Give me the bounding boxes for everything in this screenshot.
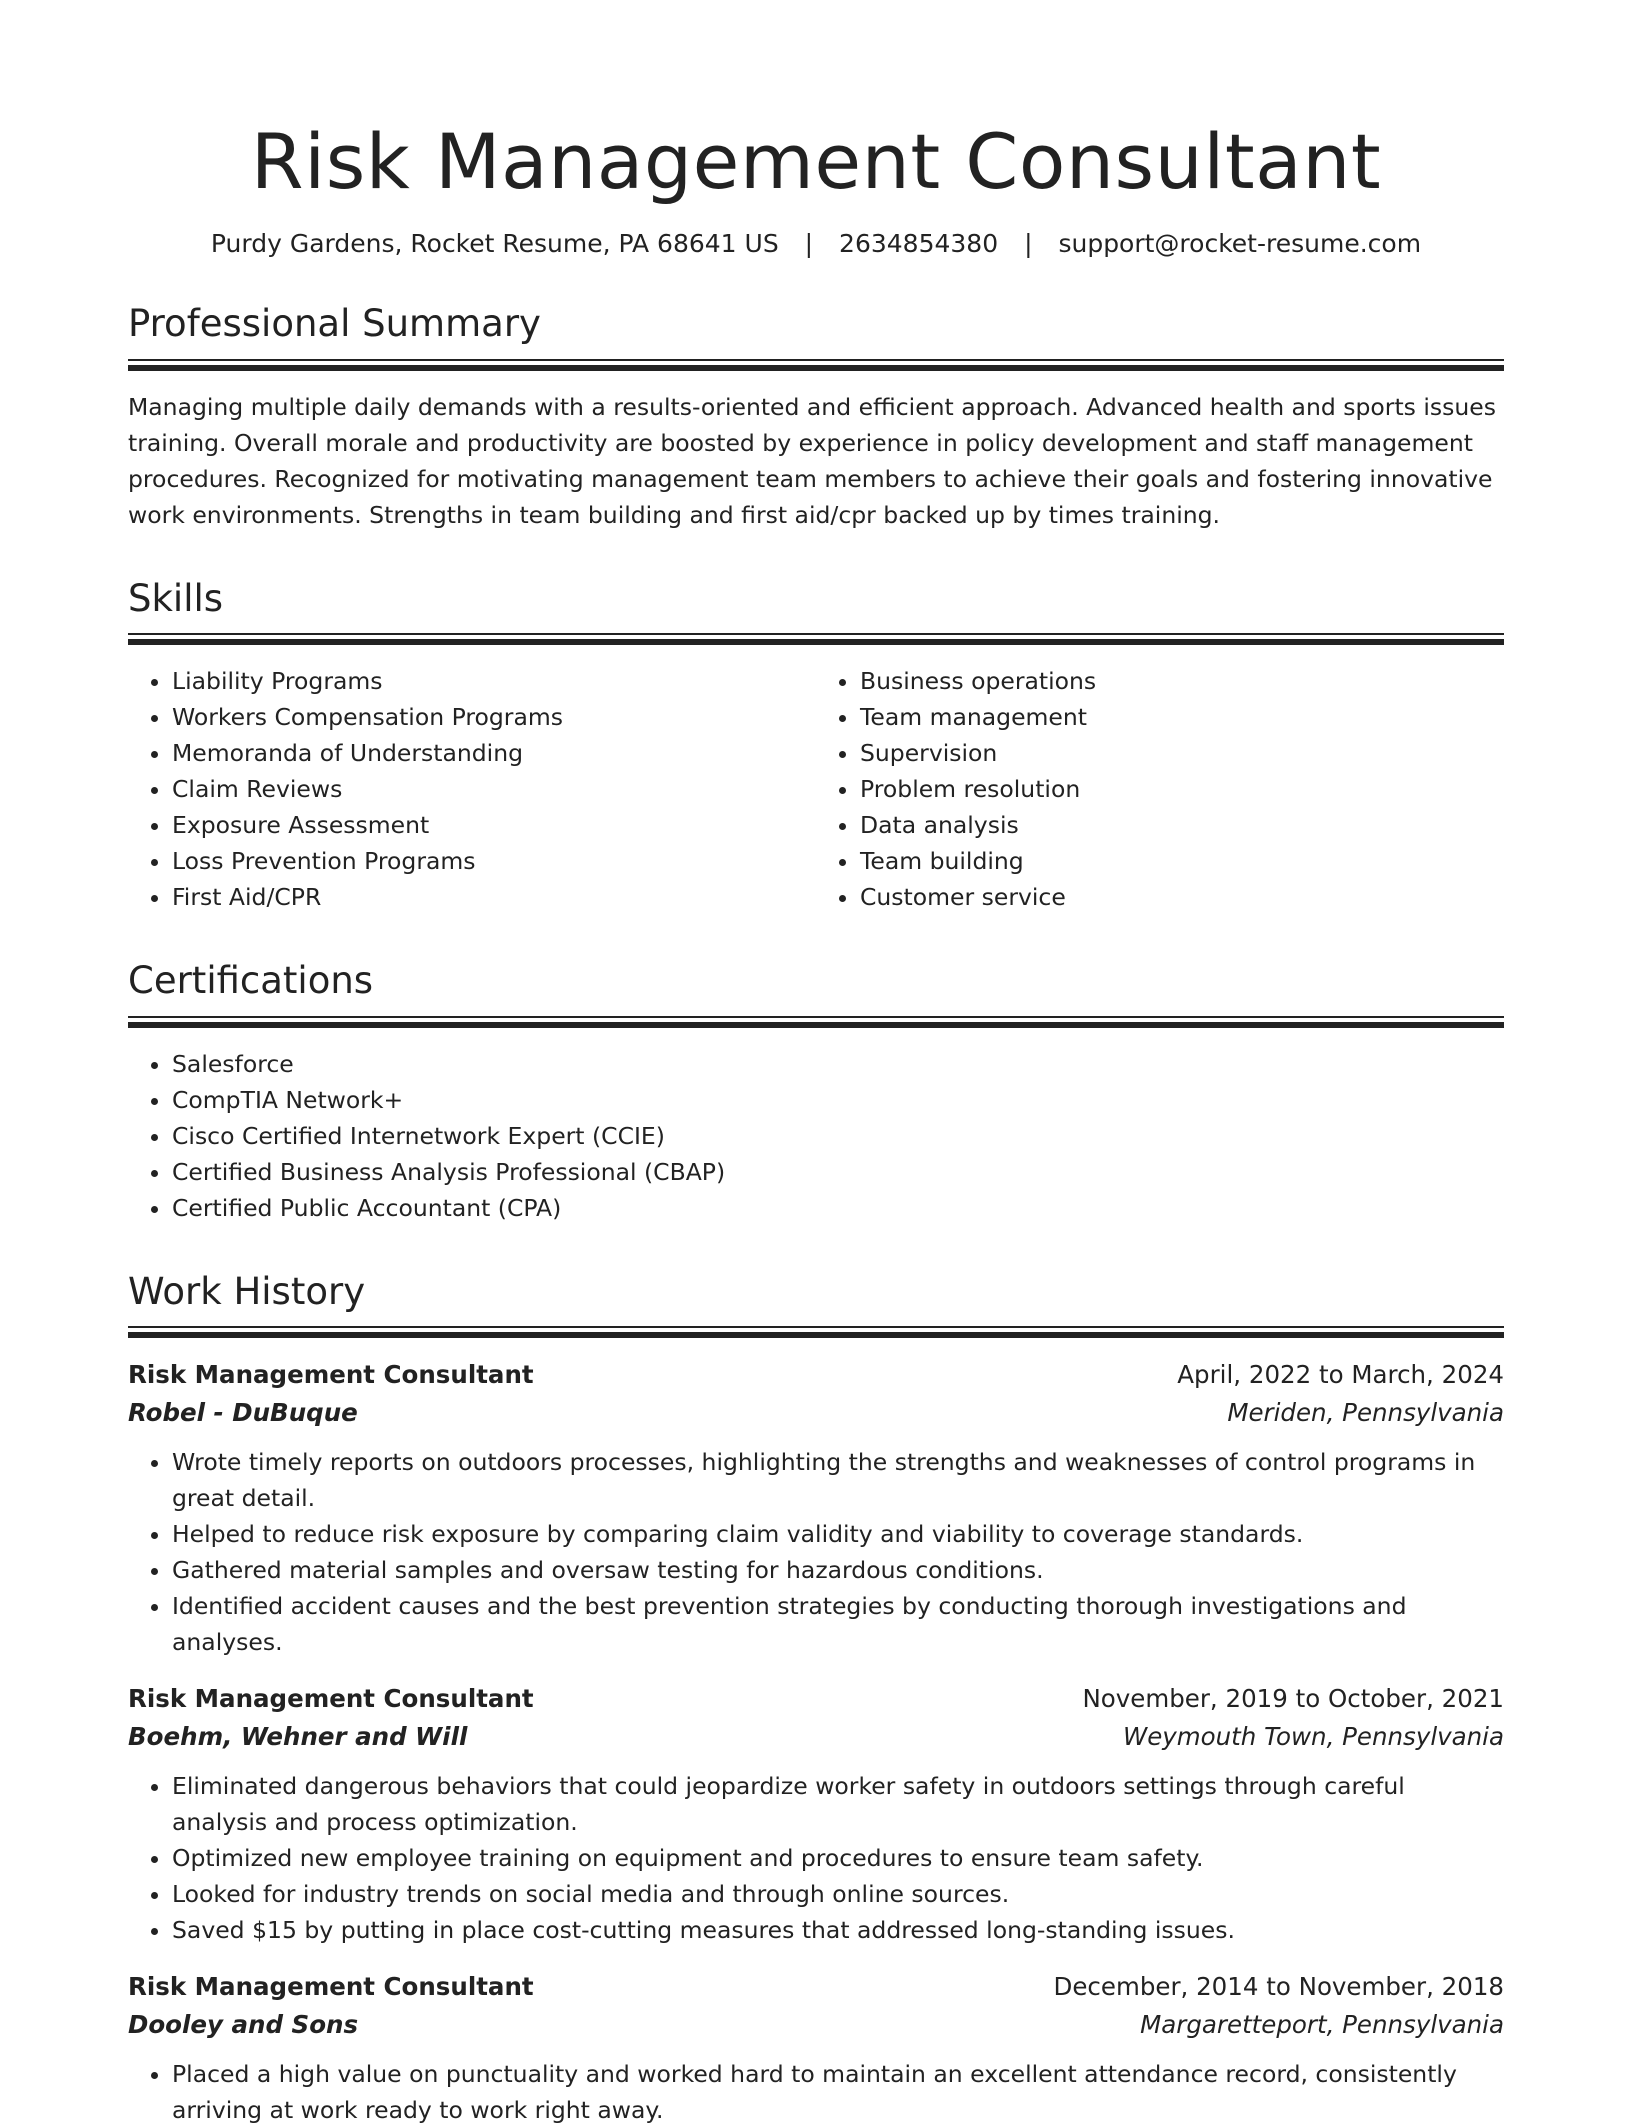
skill-item: • Customer service [860,879,1504,915]
contact-phone: 2634854380 [839,229,999,259]
job-bullets [128,1768,1504,1948]
skill-item: • Data analysis [860,807,1504,843]
skill-item: • Problem resolution [860,771,1504,807]
job-entry [128,1968,1504,2128]
skill-item: • Loss Prevention Programs [172,843,816,879]
section-divider [128,359,1504,371]
job-bullet: • Looked for industry trends on social media and through online sources. [172,1876,1504,1912]
skill-item: • Liability Programs [172,663,816,699]
skill-item: • Team building [860,843,1504,879]
job-entry [128,1356,1504,1660]
section-title: Professional Summary [128,302,541,346]
skills-list-left [128,663,816,915]
certification-item: • Salesforce [172,1046,1504,1082]
summary-section [128,302,1504,532]
certification-item: • Certified Business Analysis Professional (CBAP) [172,1154,1504,1190]
certifications-list [128,1046,1504,1226]
job-company: Boehm, Wehner and Will [128,1721,468,1751]
job-bullet: • Gathered material samples and oversaw testing for hazardous conditions. [172,1552,1504,1588]
skill-item: • Business operations [860,663,1504,699]
contact-address: Purdy Gardens, Rocket Resume, PA 68641 US [210,229,779,259]
job-header-row [128,1680,1504,1718]
job-title: Risk Management Consultant [128,1971,534,2001]
skill-item: • Supervision [860,735,1504,771]
job-bullet: • Placed a high value on punctuality and worked hard to maintain an excellent attendance record, consistently arriving at work ready to work right away. [172,2056,1504,2128]
section-title: Skills [128,576,224,620]
job-bullet: • Helped to reduce risk exposure by comparing claim validity and viability to coverage standards. [172,1516,1504,1552]
contact-email: support@rocket-resume.com [1058,229,1422,259]
work-history-section [128,1270,1504,2128]
skill-item: • Memoranda of Understanding [172,735,816,771]
skills-section [128,577,1504,915]
job-bullet: • Identified accident causes and the best prevention strategies by conducting thorough investigations and analyses. [172,1588,1504,1660]
section-title: Work History [128,1269,366,1313]
skill-item: • First Aid/CPR [172,879,816,915]
certification-item: • Cisco Certified Internetwork Expert (CCIE) [172,1118,1504,1154]
job-header-row [128,1356,1504,1394]
job-dates: April, 2022 to March, 2024 [1177,1359,1504,1389]
contact-separator: | [804,229,814,259]
section-title: Certifications [128,959,374,1003]
skills-list-right [816,663,1504,915]
job-employer-row [128,1394,1504,1432]
job-location: Meriden, Pennsylvania [1227,1397,1504,1427]
job-company: Dooley and Sons [128,2009,359,2039]
job-location: Margaretteport, Pennsylvania [1140,2009,1504,2039]
job-title: Risk Management Consultant [128,1359,534,1389]
certification-item: • Certified Public Accountant (CPA) [172,1190,1504,1226]
job-location: Weymouth Town, Pennsylvania [1122,1721,1504,1751]
job-dates: November, 2019 to October, 2021 [1082,1683,1504,1713]
job-entry [128,1680,1504,1948]
certification-item: • CompTIA Network+ [172,1082,1504,1118]
job-dates: December, 2014 to November, 2018 [1053,1971,1504,2001]
certifications-section [128,959,1504,1225]
job-bullet: • Eliminated dangerous behaviors that could jeopardize worker safety in outdoors settings through careful analysis and process optimization. [172,1768,1504,1840]
skill-item: • Exposure Assessment [172,807,816,843]
job-company: Robel - DuBuque [128,1397,358,1427]
skill-item: • Team management [860,699,1504,735]
job-bullet: • Saved $15 by putting in place cost-cutting measures that addressed long-standing issues. [172,1912,1504,1948]
skill-item: • Workers Compensation Programs [172,699,816,735]
job-bullets [128,2056,1504,2128]
job-employer-row [128,2006,1504,2044]
summary-text: Managing multiple daily demands with a results-oriented and efficient approach. Advanced health and sports issues training. Overall morale and productivity are boosted by experience in policy development and staff management procedures. Recognized for motivating management team members to achieve their goals and fostering innovative work environments. Strengths in team building and first aid/cpr backed up by times training. [128,392,1496,529]
job-bullets [128,1444,1504,1660]
job-bullet: • Wrote timely reports on outdoors processes, highlighting the strengths and weaknesses of control programs in great detail. [172,1444,1504,1516]
job-employer-row [128,1718,1504,1756]
skill-item: • Claim Reviews [172,771,816,807]
section-divider [128,633,1504,645]
section-divider [128,1326,1504,1338]
contact-separator: | [1024,229,1033,259]
job-title: Risk Management Consultant [128,1683,534,1713]
skills-grid [128,663,1504,915]
job-header-row [128,1968,1504,2006]
contact-line [128,229,1504,258]
section-divider [128,1016,1504,1028]
job-bullet: • Optimized new employee training on equipment and procedures to ensure team safety. [172,1840,1504,1876]
resume-name: Risk Management Consultant [250,117,1382,206]
